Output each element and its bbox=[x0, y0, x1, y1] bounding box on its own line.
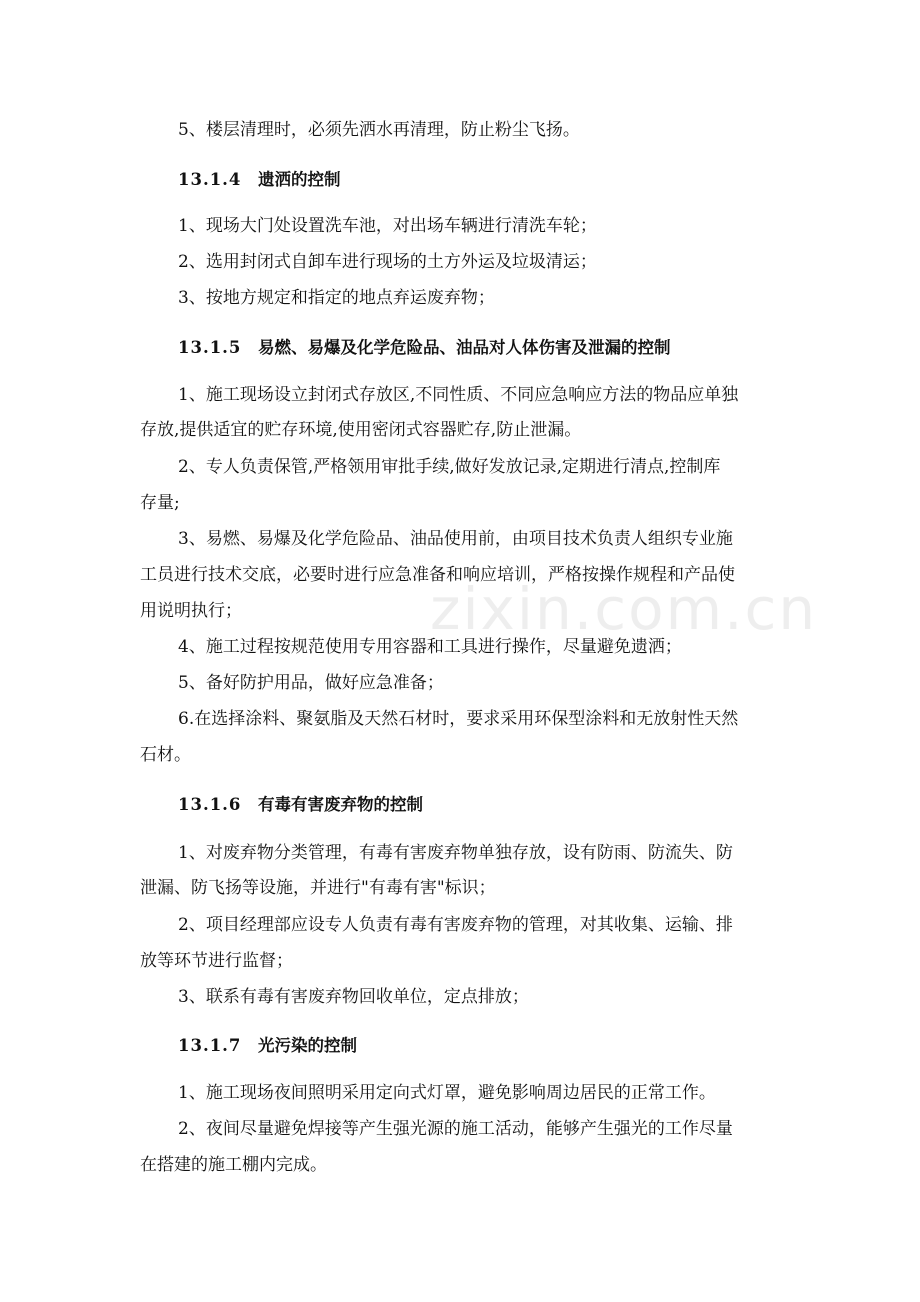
paragraph-line: 存量; bbox=[140, 493, 180, 513]
paragraph-line: 1、对废弃物分类管理，有毒有害废弃物单独存放，设有防雨、防流失、防 bbox=[178, 843, 733, 863]
paragraph: 1、现场大门处设置洗车池，对出场车辆进行清洗车轮； bbox=[178, 216, 597, 236]
section-title: 易燃、易爆及化学危险品、油品对人体伤害及泄漏的控制 bbox=[258, 338, 671, 357]
section-number: 13.1.4 bbox=[178, 170, 242, 189]
section-number: 13.1.7 bbox=[178, 1036, 242, 1055]
paragraph-line: 放等环节进行监督； bbox=[140, 951, 293, 971]
paragraph-line: 泄漏、防飞扬等设施，并进行"有毒有害"标识； bbox=[140, 878, 496, 898]
section-number: 13.1.5 bbox=[178, 338, 242, 357]
section-title: 光污染的控制 bbox=[258, 1036, 357, 1055]
paragraph-line: 用说明执行； bbox=[140, 601, 242, 621]
paragraph-line: 在搭建的施工棚内完成。 bbox=[140, 1155, 327, 1175]
section-heading-13-1-4 bbox=[178, 168, 920, 192]
section-heading-13-1-6 bbox=[178, 793, 920, 817]
paragraph-line: 2、夜间尽量避免焊接等产生强光源的施工活动，能够产生强光的工作尽量 bbox=[178, 1119, 733, 1139]
paragraph-line: 6.在选择涂料、聚氨脂及天然石材时，要求采用环保型涂料和无放射性天然 bbox=[178, 709, 739, 729]
section-heading-13-1-7 bbox=[178, 1034, 920, 1058]
paragraph-line: 4、施工过程按规范使用专用容器和工具进行操作，尽量避免遗洒； bbox=[178, 637, 682, 657]
section-number: 13.1.6 bbox=[178, 795, 242, 814]
paragraph-line: 存放,提供适宜的贮存环境,使用密闭式容器贮存,防止泄漏。 bbox=[140, 420, 582, 440]
paragraph-line: 1、施工现场设立封闭式存放区,不同性质、不同应急响应方法的物品应单独 bbox=[178, 385, 739, 405]
paragraph: 3、按地方规定和指定的地点弃运废弃物； bbox=[178, 288, 495, 308]
paragraph-line: 工员进行技术交底，必要时进行应急准备和响应培训，严格按操作规程和产品使 bbox=[140, 565, 735, 585]
paragraph-line: 2、专人负责保管,严格领用审批手续,做好发放记录,定期进行清点,控制库 bbox=[178, 457, 721, 477]
paragraph-line: 3、易燃、易爆及化学危险品、油品使用前，由项目技术负责人组织专业施 bbox=[178, 529, 733, 549]
paragraph-line: 3、联系有毒有害废弃物回收单位，定点排放； bbox=[178, 987, 529, 1007]
paragraph-floor-cleaning: 5、楼层清理时，必须先洒水再清理，防止粉尘飞扬。 bbox=[178, 120, 580, 140]
paragraph-line: 2、项目经理部应设专人负责有毒有害废弃物的管理，对其收集、运输、排 bbox=[178, 915, 733, 935]
section-heading-13-1-5 bbox=[178, 336, 920, 360]
paragraph-line: 1、施工现场夜间照明采用定向式灯罩，避免影响周边居民的正常工作。 bbox=[178, 1083, 716, 1103]
paragraph-line: 5、备好防护用品，做好应急准备； bbox=[178, 673, 444, 693]
paragraph-line: 石材。 bbox=[140, 745, 191, 765]
paragraph: 2、选用封闭式自卸车进行现场的土方外运及垃圾清运； bbox=[178, 252, 597, 272]
section-title: 有毒有害废弃物的控制 bbox=[258, 795, 423, 814]
watermark: zixin.com.cn bbox=[430, 575, 818, 643]
section-title: 遗洒的控制 bbox=[258, 170, 341, 189]
